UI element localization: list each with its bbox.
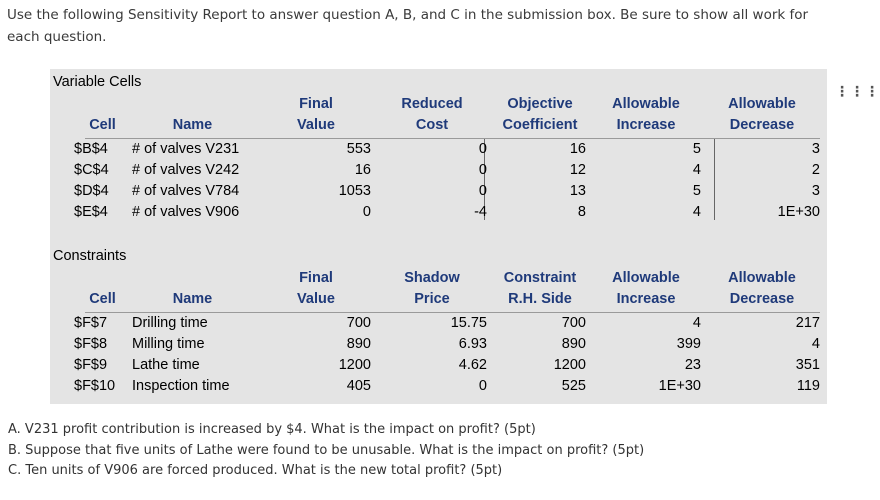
header-shadow: Shadow xyxy=(404,270,460,286)
header-cell: Cell xyxy=(89,291,116,307)
header-increase: Increase xyxy=(616,291,676,307)
constraint-rhs: 890 xyxy=(561,336,586,352)
header-allowable-increase: Allowable xyxy=(612,270,680,286)
header-reduced: Reduced xyxy=(401,96,463,112)
objective-coefficient: 13 xyxy=(569,183,586,199)
cell-ref: $B$4 xyxy=(74,141,108,157)
cell-ref: $D$4 xyxy=(74,183,109,199)
final-value: 700 xyxy=(346,315,371,331)
sensitivity-report xyxy=(50,69,827,404)
allowable-increase: 5 xyxy=(692,141,701,157)
header-decrease: Decrease xyxy=(729,117,795,133)
final-value: 16 xyxy=(354,162,371,178)
header-final: Final xyxy=(299,270,333,286)
cell-name: # of valves V231 xyxy=(132,141,240,157)
question-instructions: Use the following Sensitivity Report to answer question A, B, and C in the submission box. Be sure to show all work for each question. xyxy=(7,7,809,45)
header-constraint: Constraint xyxy=(503,270,577,286)
cell-ref: $F$9 xyxy=(74,357,108,373)
cell-name: # of valves V784 xyxy=(132,183,240,199)
column-divider xyxy=(714,139,715,220)
cell-ref: $F$7 xyxy=(74,315,108,331)
reduced-cost: 0 xyxy=(478,162,487,178)
final-value: 0 xyxy=(362,204,371,220)
allowable-decrease: 217 xyxy=(795,315,820,331)
question-c: C. Ten units of V906 are forced produced. What is the new total profit? (5pt) xyxy=(8,463,503,478)
cell-ref: $E$4 xyxy=(74,204,108,220)
final-value: 1200 xyxy=(338,357,371,373)
allowable-increase: 4 xyxy=(692,204,701,220)
header-price: Price xyxy=(414,291,450,307)
cell-ref: $F$10 xyxy=(74,378,116,394)
reduced-cost: 0 xyxy=(478,141,487,157)
shadow-price: 15.75 xyxy=(450,315,487,331)
allowable-decrease: 1E+30 xyxy=(777,204,820,220)
allowable-increase: 1E+30 xyxy=(658,378,701,394)
constraint-rhs: 700 xyxy=(561,315,586,331)
reduced-cost: 0 xyxy=(478,183,487,199)
header-coefficient: Coefficient xyxy=(502,117,578,133)
header-objective: Objective xyxy=(507,96,573,112)
cell-name: # of valves V906 xyxy=(132,204,240,220)
header-name: Name xyxy=(172,291,213,307)
header-cell: Cell xyxy=(89,117,116,133)
question-b: B. Suppose that five units of Lathe were found to be unusable. What is the impact on profit? (5pt) xyxy=(8,442,645,458)
header-allowable-decrease: Allowable xyxy=(728,96,796,112)
allowable-increase: 23 xyxy=(684,357,701,373)
cell-name: # of valves V242 xyxy=(132,162,240,178)
constraint-rhs: 525 xyxy=(561,378,586,394)
objective-coefficient: 16 xyxy=(569,141,586,157)
question-a: A. V231 profit contribution is increased by $4. What is the impact on profit? (5pt) xyxy=(8,422,536,437)
shadow-price: 6.93 xyxy=(458,336,487,352)
header-name: Name xyxy=(172,117,213,133)
header-cost: Cost xyxy=(415,117,449,133)
constraint-rhs: 1200 xyxy=(553,357,586,373)
allowable-increase: 4 xyxy=(692,315,701,331)
header-rhs: R.H. Side xyxy=(508,291,572,307)
allowable-decrease: 3 xyxy=(811,183,820,199)
allowable-decrease: 351 xyxy=(795,357,820,373)
variable-cells-title: Variable Cells xyxy=(53,74,142,90)
header-divider xyxy=(85,312,820,313)
cell-name: Drilling time xyxy=(132,315,208,331)
header-value: Value xyxy=(297,117,335,133)
header-divider xyxy=(85,138,820,139)
allowable-decrease: 4 xyxy=(811,336,820,352)
header-decrease: Decrease xyxy=(729,291,795,307)
final-value: 405 xyxy=(346,378,371,394)
cell-name: Inspection time xyxy=(132,378,230,394)
cell-ref: $F$8 xyxy=(74,336,108,352)
objective-coefficient: 12 xyxy=(569,162,586,178)
ellipsis-icon[interactable]: ⋮⋮⋮ xyxy=(835,84,880,100)
question-list xyxy=(8,420,644,482)
allowable-increase: 399 xyxy=(676,336,701,352)
allowable-decrease: 2 xyxy=(811,162,820,178)
header-increase: Increase xyxy=(616,117,676,133)
objective-coefficient: 8 xyxy=(577,204,586,220)
allowable-decrease: 119 xyxy=(796,378,820,394)
header-value: Value xyxy=(297,291,335,307)
reduced-cost: -4 xyxy=(474,204,487,220)
final-value: 1053 xyxy=(338,183,371,199)
shadow-price: 4.62 xyxy=(458,357,487,373)
allowable-increase: 5 xyxy=(692,183,701,199)
constraints-title: Constraints xyxy=(53,248,127,264)
header-allowable-decrease: Allowable xyxy=(728,270,796,286)
allowable-increase: 4 xyxy=(692,162,701,178)
cell-name: Lathe time xyxy=(132,357,200,373)
final-value: 890 xyxy=(346,336,371,352)
final-value: 553 xyxy=(346,141,371,157)
cell-name: Milling time xyxy=(132,336,205,352)
allowable-decrease: 3 xyxy=(811,141,820,157)
header-final: Final xyxy=(299,96,333,112)
cell-ref: $C$4 xyxy=(74,162,109,178)
shadow-price: 0 xyxy=(478,378,487,394)
header-allowable-increase: Allowable xyxy=(612,96,680,112)
